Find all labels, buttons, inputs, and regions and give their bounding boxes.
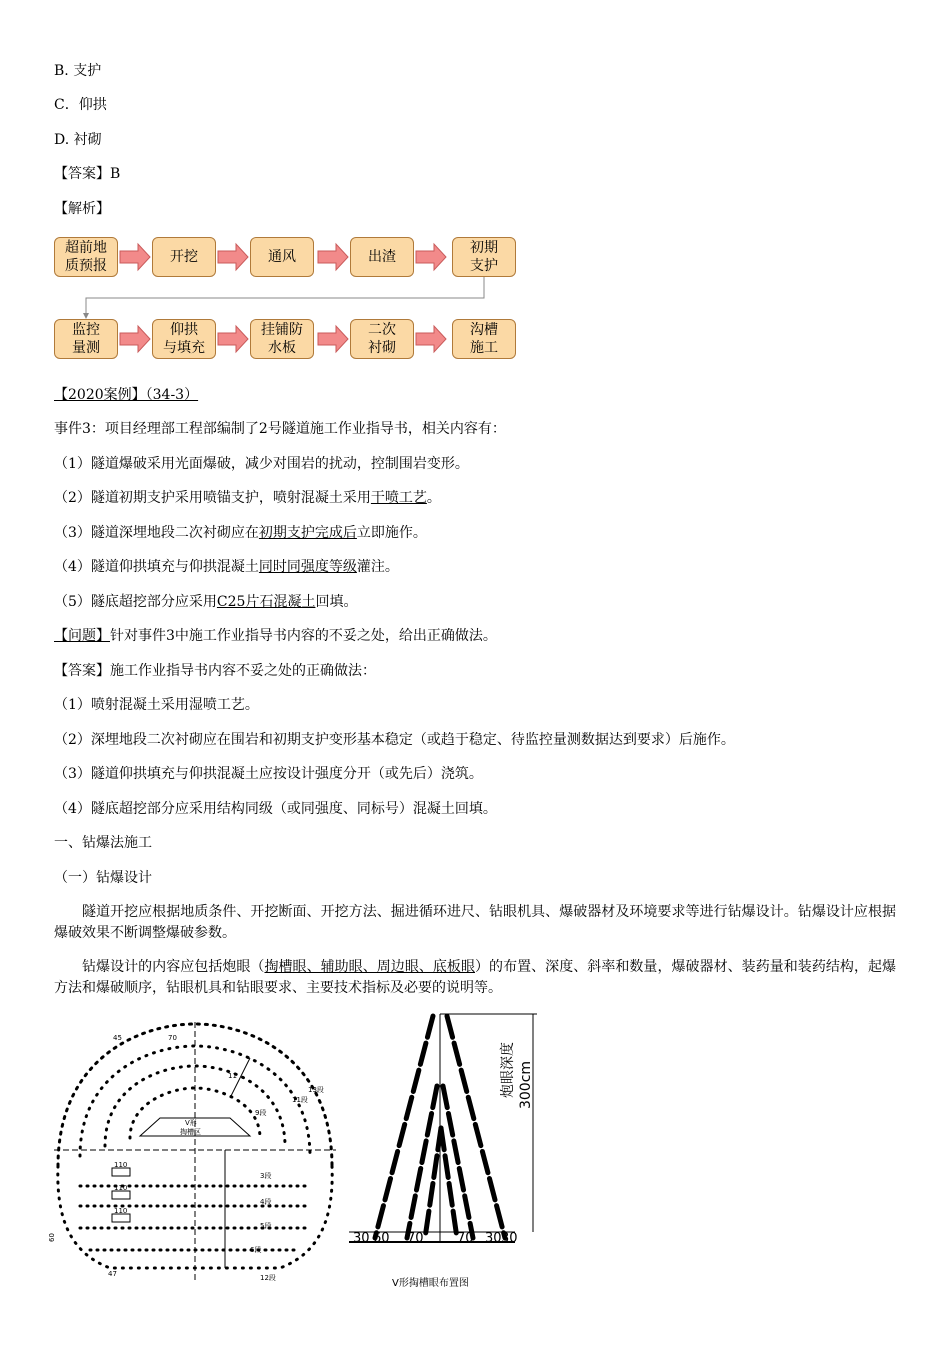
option-b: B. 支护 xyxy=(54,63,102,79)
answer-label: 【答案】 xyxy=(54,663,110,679)
subsection-heading: （一）钻爆设计 xyxy=(54,870,152,886)
question-label: 【问题】 xyxy=(54,628,110,644)
case-title: 【2020案例】（34-3） xyxy=(54,387,199,403)
stage-label: 4段 xyxy=(260,1198,272,1206)
answer-value: B xyxy=(110,166,121,182)
flow-step-mucking: 出渣 xyxy=(350,237,414,277)
stage-label: 5段 xyxy=(260,1222,272,1230)
bottom-dim: 60 xyxy=(373,1231,390,1246)
dim-label: 60 xyxy=(48,1233,56,1242)
answer-item: （3）隧道仰拱填充与仰拱混凝土应按设计强度分开（或先后）浇筑。 xyxy=(54,766,483,782)
bottom-dim: 30 xyxy=(485,1231,502,1246)
case-item: （4）隧道仰拱填充与仰拱混凝土同时同强度等级灌注。 xyxy=(54,559,399,575)
flow-arrow xyxy=(416,244,446,270)
analysis-label: 【解析】 xyxy=(54,201,110,217)
question-line: 【问题】针对事件3中施工作业指导书内容的不妥之处，给出正确做法。 xyxy=(54,628,497,644)
stage-label: 3段 xyxy=(260,1172,272,1180)
spacing-label: 110 xyxy=(114,1207,128,1215)
case-item: （1）隧道爆破采用光面爆破，减少对围岩的扰动，控制围岩变形。 xyxy=(54,456,469,472)
stage-label: 11段 xyxy=(292,1096,308,1104)
blasthole-layout-diagram xyxy=(50,1018,340,1286)
bottom-dim: 70 xyxy=(407,1231,424,1246)
paragraph-drill-design: 隧道开挖应根据地质条件、开挖断面、开挖方法、掘进循环进尺、钻眼机具、爆破器材及环境要求等进行钻爆设计。钻爆设计应根据爆破效果不断调整爆破参数。 xyxy=(54,904,896,941)
answer-label: 【答案】 xyxy=(54,166,110,182)
spacing-label: 110 xyxy=(114,1184,128,1192)
v-zone-label-1: V形 xyxy=(185,1119,197,1127)
flow-arrow xyxy=(318,244,348,270)
flow-arrow xyxy=(218,326,248,352)
stage-label: 6段 xyxy=(250,1246,262,1254)
flow-step-ventilation: 通风 xyxy=(250,237,314,277)
flow-step-monitoring: 监控 量测 xyxy=(54,319,118,359)
flow-step-secondary-lining: 二次 衬砌 xyxy=(350,319,414,359)
stage-label: 12段 xyxy=(260,1274,276,1282)
stage-label: 9段 xyxy=(255,1109,267,1117)
case-item: （2）隧道初期支护采用喷锚支护，喷射混凝土采用干喷工艺。 xyxy=(54,490,441,506)
bottom-dim: 70 xyxy=(457,1231,474,1246)
spacing-label: 110 xyxy=(114,1161,128,1169)
flow-arrow xyxy=(120,244,150,270)
flow-step-initial-support: 初期 支护 xyxy=(452,237,516,277)
flow-arrow xyxy=(120,326,150,352)
depth-value: 300cm xyxy=(518,1060,534,1110)
answer-item: （1）喷射混凝土采用湿喷工艺。 xyxy=(54,697,259,713)
v-zone-label-2: 掏槽区 xyxy=(180,1128,201,1136)
flow-step-waterproof-board: 挂铺防 水板 xyxy=(250,319,314,359)
option-d: D. 衬砌 xyxy=(54,132,102,148)
flow-return-line xyxy=(86,277,484,316)
flow-arrow xyxy=(218,244,248,270)
answer-item: （4）隧底超挖部分应采用结构同级（或同强度、同标号）混凝土回填。 xyxy=(54,801,497,817)
v-cut-diagram xyxy=(345,1010,545,1260)
depth-label: 炮眼深度 xyxy=(500,1042,516,1098)
case-item: （5）隧底超挖部分应采用C25片石混凝土回填。 xyxy=(54,594,358,610)
figure-caption: V形掏槽眼布置图 xyxy=(392,1278,469,1289)
flow-step-geological-forecast: 超前地 质预报 xyxy=(54,237,118,277)
flow-arrow xyxy=(416,326,446,352)
case-event: 事件3：项目经理部工程部编制了2号隧道施工作业指导书，相关内容有： xyxy=(54,421,506,437)
flow-step-trench: 沟槽 施工 xyxy=(452,319,516,359)
flow-step-invert-filling: 仰拱 与填充 xyxy=(152,319,216,359)
dim-label: 70 xyxy=(168,1034,177,1042)
flow-step-excavation: 开挖 xyxy=(152,237,216,277)
paragraph-design-content: 钻爆设计的内容应包括炮眼（掏槽眼、辅助眼、周边眼、底板眼）的布置、深度、斜率和数量，爆破器材、装药量和装药结构，起爆方法和爆破顺序，钻眼机具和钻眼要求、主要技术指标及必要的说明等。 xyxy=(54,959,897,996)
section-heading: 一、钻爆法施工 xyxy=(54,835,152,851)
bottom-dim: 30 xyxy=(353,1231,370,1246)
case-item: （3）隧道深埋地段二次衬砌应在初期支护完成后立即施作。 xyxy=(54,525,427,541)
dim-label: 47 xyxy=(108,1270,117,1278)
option-c: C．仰拱 xyxy=(54,97,107,113)
bottom-dim: 30 xyxy=(501,1231,518,1246)
dim-label: 11 xyxy=(228,1072,237,1080)
stage-label: 13段 xyxy=(308,1086,324,1094)
answer-item: （2）深埋地段二次衬砌应在围岩和初期支护变形基本稳定（或趋于稳定、待监控量测数据达到要求）后施作。 xyxy=(54,732,735,748)
flow-arrow xyxy=(318,326,348,352)
answer-intro-line: 【答案】施工作业指导书内容不妥之处的正确做法： xyxy=(54,663,376,679)
dim-label: 45 xyxy=(113,1034,122,1042)
